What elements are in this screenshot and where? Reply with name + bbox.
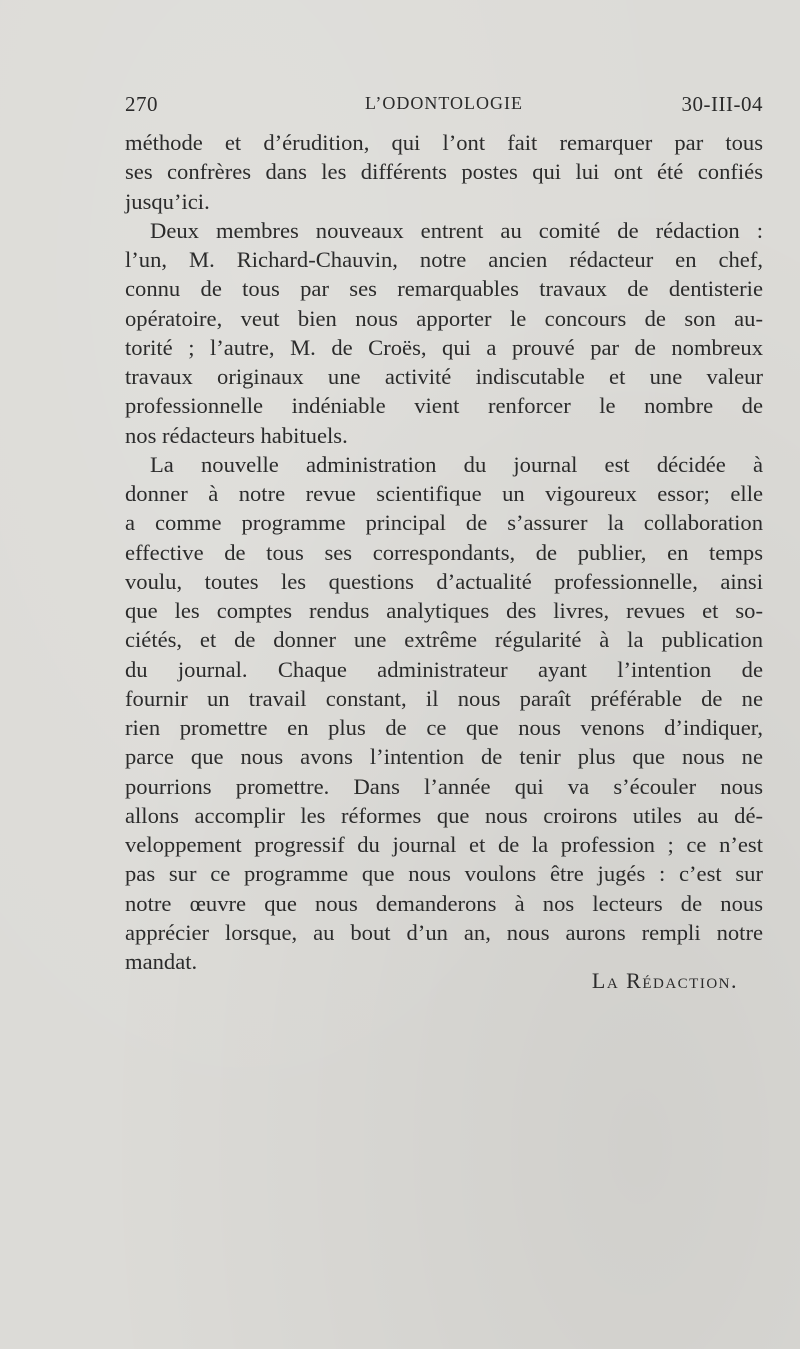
text-line: rien promettre en plus de ce que nous venons d’indiquer, [125,715,763,740]
text-line: Deux membres nouveaux entrent au comité de rédaction : [150,217,763,243]
text-line: apprécier lorsque, au bout d’un an, nous aurons rempli notre [125,919,763,945]
text-line: voulu, toutes les questions d’actualité professionnelle, ainsi [125,568,763,594]
text-line: que les comptes rendus analytiques des livres, revues et so- [125,598,763,623]
text-line: effective de tous ses correspondants, de publier, en temps [125,539,763,565]
text-line: pourrions promettre. Dans l’année qui va s’écouler nous [125,773,763,799]
text-line: ses confrères dans les différents postes qui lui ont été confiés [125,159,763,185]
text-line: a comme programme principal de s’assurer la collaboration [125,510,763,536]
text-line: méthode et d’érudition, qui l’ont fait remarquer par tous [125,130,763,155]
text-line: notre œuvre que nous demanderons à nos lecteurs de nous [125,890,763,916]
page-number: 270 [125,92,158,116]
text-line: ciétés, et de donner une extrême régularité à la publication [125,627,763,653]
text-line: travaux originaux une activité indiscutable et une valeur [125,364,763,389]
text-line: opératoire, veut bien nous apporter le concours de son au- [125,305,763,331]
text-line: torité ; l’autre, M. de Croës, qui a prouvé par de nombreux [125,334,763,360]
text-line: pas sur ce programme que nous voulons être jugés : c’est sur [125,861,763,887]
text-line: l’un, M. Richard-Chauvin, notre ancien rédacteur en chef, [125,247,763,272]
journal-title: L’ODONTOLOGIE [365,93,523,113]
text-line: donner à notre revue scientifique un vigoureux essor; elle [125,481,763,506]
text-line: professionnelle indéniable vient renforcer le nombre de [125,393,763,419]
signature: La Rédaction. [591,968,738,993]
text-line: connu de tous par ses remarquables travaux de dentisterie [125,276,763,302]
running-head [125,92,763,124]
text-line: mandat. [125,949,198,974]
text-line: fournir un travail constant, il nous paraît préférable de ne [125,685,763,711]
text-line: du journal. Chaque administrateur ayant l’intention de [125,656,763,682]
text-line: nos rédacteurs habituels. [125,422,348,448]
text-line: La nouvelle administration du journal est décidée à [150,451,763,477]
article-body [125,128,763,976]
text-line: veloppement progressif du journal et de la profession ; ce n’est [125,832,763,857]
text-line: allons accomplir les réformes que nous croirons utiles au dé- [125,802,763,828]
text-line: parce que nous avons l’intention de tenir plus que nous ne [125,744,763,770]
text-line: jusqu’ici. [125,188,210,214]
issue-date: 30-III-04 [681,92,763,116]
